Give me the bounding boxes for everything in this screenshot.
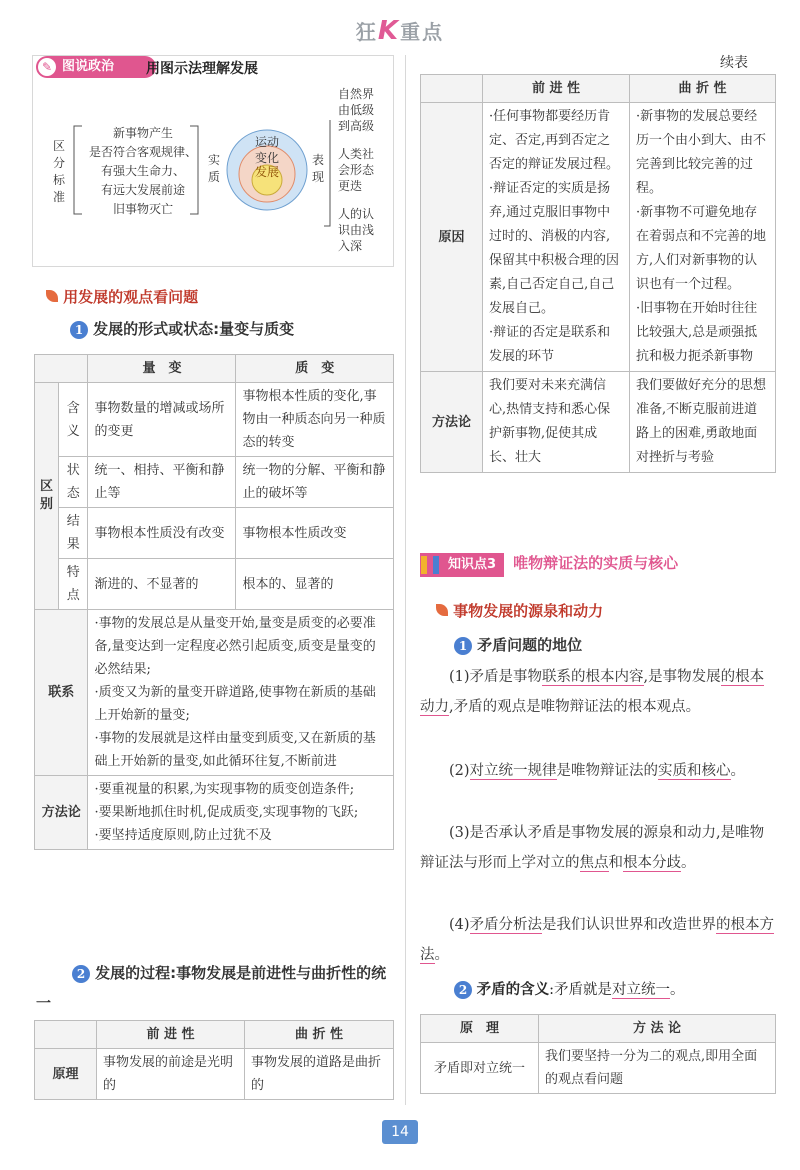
paragraph-1 [420, 662, 778, 722]
lianxi-cell [88, 610, 394, 776]
leaf-icon [436, 604, 448, 616]
bullet-item: ·事物的发展就是这样由量变到质变,又在新质的基础上开始新的量变,如此循环往复,不断前进 [94, 731, 376, 769]
underlined-term: 的根本动力 [420, 669, 765, 715]
circle-mid-label: 变化 [254, 151, 279, 165]
table-cell: 事物根本性质没有改变 [88, 508, 236, 559]
row-label: 结果 [59, 508, 88, 559]
diagram-caption: 用图示法理解发展 [146, 61, 258, 77]
bullet-item: ·辩证否定的实质是扬弃,通过克服旧事物中过时的、消极的内容,保留其中积极合理的因素,自己否定自己,自己发展自己。 [489, 181, 620, 316]
book-icon [420, 553, 442, 575]
right-item-2: 人类社会形态更迭 [338, 147, 375, 193]
table-cell: 事物根本性质改变 [236, 508, 394, 559]
table-cell: 我们要做好充分的思想准备,不断克服前进道路上的困难,勇敢地面对挫折与考验 [630, 372, 776, 473]
progress-twist-table-continued [420, 74, 776, 473]
para-text: (1)矛盾是事物 [449, 669, 543, 685]
table-cell: 事物根本性质的变化,事物由一种质态向另一种质态的转变 [236, 383, 394, 457]
para-text: 。 [681, 855, 696, 871]
brand-text-b: 重点 [400, 20, 445, 44]
para-text: 是我们认识世界和改造世界 [542, 917, 717, 933]
table-cell: 事物发展的前途是光明的 [97, 1049, 245, 1100]
table-cell: 统一、相持、平衡和静止等 [88, 457, 236, 508]
underlined-term: 实质和核心 [658, 763, 731, 779]
row-label-fangfa: 方法论 [421, 372, 483, 473]
table-cell: 根本的、显著的 [236, 559, 394, 610]
brand-text-a: 狂 [355, 20, 378, 44]
table-cell: 我们要对未来充满信心,热情支持和悉心保护新事物,促使其成长、壮大 [483, 372, 630, 473]
col-header-qianjin: 前 进 性 [97, 1021, 245, 1049]
para-text: (3)是否承认矛盾是事物发展的源泉和动力,是唯物辩证法与形而上学对立的 [420, 825, 765, 871]
para-text: 。 [434, 947, 449, 963]
sub-title-text: 矛盾问题的地位 [477, 636, 583, 654]
right-item-3: 人的认识由浅入深 [338, 207, 375, 253]
underlined-term: 对立统一 [612, 982, 670, 998]
number-badge: 2 [454, 981, 472, 999]
circle-inner-label: 发展 [254, 165, 279, 179]
corner-cell [421, 75, 483, 103]
bullet-item: ·事物的发展总是从量变开始,量变是质变的必要准备,量变达到一定程度必然引起质变,质变是量变的必然结果; [94, 616, 376, 677]
bullet-item: ·新事物的发展总要经历一个由小到大、由不完善到比较完善的过程。 [636, 109, 767, 196]
underlined-term: 的根本方法 [420, 917, 775, 963]
section-title-development [46, 286, 198, 307]
number-badge: 1 [454, 637, 472, 655]
row-label-fangfa: 方法论 [35, 776, 88, 850]
contradiction-table [420, 1014, 776, 1094]
right-item-1: 自然界由低级到高级 [338, 87, 375, 133]
para-text: ,是事物发展 [643, 669, 721, 685]
para-text: 是唯物辩证法的 [556, 763, 659, 779]
bullet-item: ·质变又为新的量变开辟道路,使事物在新质的基础上开始新的量变; [94, 685, 376, 723]
bullet-item: ·新事物不可避免地存在着弱点和不完善的地方,人们对新事物的认识也有一个过程。 [636, 205, 767, 292]
col-header-fangfa: 方 法 论 [539, 1015, 776, 1043]
paragraph-3 [420, 818, 778, 878]
table-cell: 矛盾即对立统一 [421, 1043, 539, 1094]
fangfa-cell [88, 776, 394, 850]
bullet-item: ·要果断地抓住时机,促成质变,实现事物的飞跃; [94, 805, 359, 820]
sub-title-contradiction-status [454, 634, 582, 655]
row-group-qubie: 区别 [35, 383, 59, 610]
para-text: 。 [670, 982, 685, 998]
sub-title-text: 发展的形式或状态:量变与质变 [93, 320, 295, 338]
para-text: 和 [608, 855, 623, 871]
sub-title-text: 发展的过程:事物发展是前进性与曲折性的统一 [36, 964, 387, 1012]
row-label: 状态 [59, 457, 88, 508]
brand-k: K [377, 16, 401, 46]
sub-title-2 [36, 958, 398, 1018]
yuanyin-cell-a [483, 103, 630, 372]
table-cell: 统一物的分解、平衡和静止的破坏等 [236, 457, 394, 508]
corner-cell [35, 355, 88, 383]
underlined-term: 矛盾分析法 [469, 917, 543, 933]
col-header-qianjin: 前 进 性 [483, 75, 630, 103]
table-cell: 渐进的、不显著的 [88, 559, 236, 610]
col-header-yuanli: 原 理 [421, 1015, 539, 1043]
diagram-shizhi: 实质 [208, 153, 221, 184]
table-cell: 我们要坚持一分为二的观点,即用全面的观点看问题 [539, 1043, 776, 1094]
paragraph-2 [420, 756, 778, 786]
knowledge-point-header [420, 552, 678, 577]
xubiao-label: 续表 [720, 55, 748, 71]
criteria-item: 新事物产生 [112, 126, 173, 140]
sub-title-text: 矛盾的含义 [476, 982, 550, 998]
sub-title-1 [70, 318, 294, 339]
diagram-biaoxian: 表现 [312, 153, 325, 184]
col-header-liangbian: 量 变 [88, 355, 236, 383]
row-label-yuanli: 原理 [35, 1049, 97, 1100]
circle-outer-label: 运动 [254, 135, 279, 149]
paragraph-4 [420, 910, 778, 970]
criteria-item: 有强大生命力、 [100, 164, 185, 178]
kp-title: 唯物辩证法的实质与核心 [513, 554, 679, 572]
diagram-badge: 图说政治 [36, 56, 156, 78]
underlined-term: 焦点 [579, 855, 609, 871]
quantity-quality-table [34, 354, 394, 850]
section-title-text: 事物发展的源泉和动力 [453, 602, 604, 620]
row-label-yuanyin: 原因 [421, 103, 483, 372]
kp-badge: 知识点3 [420, 553, 504, 577]
diagram-left-label: 区分标准 [52, 139, 65, 204]
table-cell: 事物数量的增减或场所的变更 [88, 383, 236, 457]
bullet-item: ·要重视量的积累,为实现事物的质变创造条件; [94, 782, 355, 797]
bullet-item: ·要坚持适度原则,防止过犹不及 [94, 828, 272, 843]
criteria-item: 旧事物灭亡 [112, 202, 173, 216]
diagram-criteria [80, 124, 206, 219]
bullet-item: ·任何事物都要经历肯定、否定,再到否定之否定的辩证发展过程。 [489, 109, 620, 172]
para-text: 。 [730, 763, 746, 779]
col-header-quzhe: 曲 折 性 [245, 1021, 394, 1049]
number-badge: 1 [70, 321, 88, 339]
yuanyin-cell-b [630, 103, 776, 372]
row-label-lianxi: 联系 [35, 610, 88, 776]
para-text: ,矛盾的观点是唯物辩证法的根本观点。 [449, 699, 701, 715]
table-cell: 事物发展的道路是曲折的 [245, 1049, 394, 1100]
section-title-source [436, 600, 603, 621]
sub-title-contradiction-meaning [454, 978, 685, 999]
criteria-item: 有远大发展前途 [100, 183, 185, 197]
bullet-item: ·辩证的否定是联系和发展的环节 [489, 325, 611, 364]
header-brand [0, 16, 800, 46]
row-label: 特点 [59, 559, 88, 610]
row-label: 含义 [59, 383, 88, 457]
section-title-text: 用发展的观点看问题 [63, 288, 199, 306]
leaf-icon [46, 290, 58, 302]
page-number: 14 [382, 1120, 418, 1144]
bullet-item: ·旧事物在开始时往往比较强大,总是顽强抵抗和极力扼杀新事物 [636, 301, 758, 364]
column-divider [405, 55, 406, 1105]
corner-cell [35, 1021, 97, 1049]
speech-icon: ✎ [38, 58, 56, 76]
underlined-term: 对立统一规律 [469, 763, 557, 779]
underlined-term: 联系的根本内容 [542, 669, 644, 685]
number-badge: 2 [72, 965, 90, 983]
progress-twist-table [34, 1020, 394, 1100]
col-header-quzhe: 曲 折 性 [630, 75, 776, 103]
underlined-term: 根本分歧 [623, 855, 681, 871]
criteria-item: 是否符合客观规律、 [88, 145, 197, 159]
para-text: (2) [449, 763, 470, 779]
col-header-zhibian: 质 变 [236, 355, 394, 383]
para-text: :矛盾就是 [549, 982, 612, 998]
para-text: (4) [449, 917, 470, 933]
